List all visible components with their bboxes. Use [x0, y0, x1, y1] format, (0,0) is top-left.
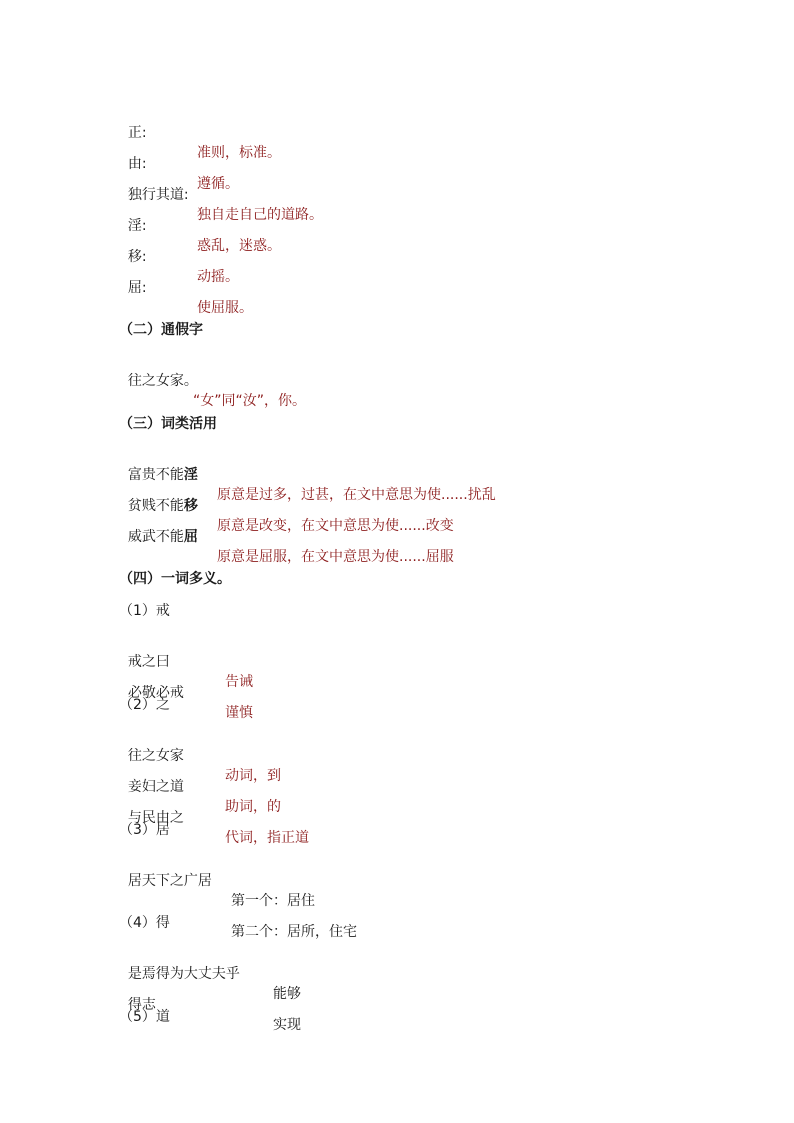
meaning: 谨慎	[225, 705, 253, 721]
term: 与民由之	[127, 810, 184, 826]
group-label: （3）居	[119, 822, 170, 838]
meaning: 遵循。	[197, 176, 239, 192]
term: 戒之曰	[127, 654, 170, 670]
meaning: 动词，到	[225, 768, 281, 784]
meaning: 代词，指正道	[225, 830, 309, 846]
term: 由:	[127, 156, 147, 172]
meaning: 原意是屈服，在文中意思为使......屈服	[217, 549, 454, 565]
term: 移:	[127, 249, 147, 265]
meaning: 第二个：居所，住宅	[231, 924, 357, 940]
meaning: 惑乱，迷惑。	[197, 238, 281, 254]
meaning: 助词，的	[225, 799, 281, 815]
meaning: 第一个：居住	[231, 893, 315, 909]
term: 居天下之广居	[127, 873, 212, 889]
phrase-prefix: 贫贱不能	[127, 498, 184, 514]
section-heading: （三）词类活用	[119, 416, 217, 432]
term: 独行其道:	[127, 187, 189, 203]
meaning: 告诫	[225, 674, 253, 690]
term: 是焉得为大丈夫乎	[127, 966, 240, 982]
group-label: （4）得	[119, 915, 170, 931]
group-label: （2）之	[119, 697, 170, 713]
meaning: 准则，标准。	[197, 145, 281, 161]
meaning: 原意是改变，在文中意思为使......改变	[217, 518, 454, 534]
meaning: 能够	[273, 986, 301, 1002]
phrase-prefix: 威武不能	[127, 529, 184, 545]
term: 妾妇之道	[127, 779, 184, 795]
meaning: 独自走自己的道路。	[197, 207, 323, 223]
term: 往之女家。	[127, 373, 198, 389]
section-heading: （二）通假字	[119, 322, 203, 338]
definition-row	[119, 851, 315, 911]
meaning: 原意是过多，过甚，在文中意思为使......扰乱	[217, 487, 496, 503]
definition-row	[119, 351, 307, 411]
section-heading: （四）一词多义。	[119, 571, 231, 587]
term: 淫:	[127, 218, 147, 234]
group-label: （5）道	[119, 1009, 170, 1025]
group-label: （1）戒	[119, 603, 170, 619]
term: 屈:	[127, 280, 147, 296]
term: 正:	[127, 125, 147, 141]
term: 必敬必戒	[127, 685, 184, 701]
meaning: 实现	[273, 1017, 301, 1033]
term: 得志	[127, 997, 156, 1013]
key-character: 移	[183, 498, 198, 514]
meaning: 使屈服。	[197, 300, 253, 316]
key-character: 淫	[183, 467, 198, 483]
phrase-prefix: 富贵不能	[127, 467, 184, 483]
key-character: 屈	[183, 529, 198, 545]
term: 往之女家	[127, 748, 184, 764]
meaning: “女”同“汝”，你。	[193, 393, 307, 409]
meaning: 动摇。	[197, 269, 239, 285]
